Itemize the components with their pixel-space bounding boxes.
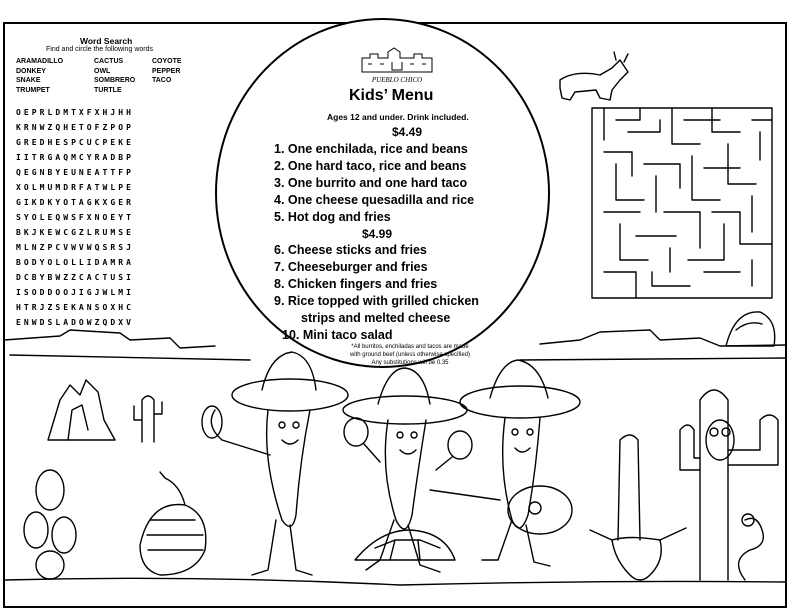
menu-item: 6. Cheese sticks and fries [274, 243, 427, 257]
word-item: DONKEY [16, 67, 46, 75]
grid-row: BODYOLOLLIDAMRA [16, 258, 134, 267]
menu-item-continued: strips and melted cheese [301, 311, 451, 325]
word-item: TRUMPET [16, 86, 50, 94]
word-item: OWL [94, 67, 111, 75]
pepper-character [385, 420, 426, 529]
word-item: COYOTE [152, 58, 182, 65]
fine-print-line: with ground beef (unless otherwise specified) [349, 352, 471, 358]
word-item: CACTUS [94, 58, 124, 65]
maraca [448, 431, 472, 459]
price-tier-1: $4.49 [392, 125, 423, 139]
grid-row: IITRGAQMCYRADBP [16, 153, 134, 162]
maraca [344, 418, 368, 446]
grid-row: HTRJZSEKANSOXHC [16, 303, 134, 312]
turtle [355, 530, 455, 560]
grid-row: ISODDOOJIGJWLMI [16, 288, 134, 297]
mesa-outline [540, 330, 786, 346]
rock-formation [48, 380, 115, 440]
pepper-character [267, 410, 310, 526]
restaurant-logo [358, 44, 436, 90]
menu-item: 4. One cheese quesadilla and rice [274, 193, 475, 207]
grid-row: XOLMUMDRFATWLPE [16, 183, 134, 192]
word-item: ARAMADILLO [16, 58, 64, 65]
snake [739, 518, 764, 580]
grid-row: OEPRLDMTXFXHJHH [16, 108, 134, 117]
menu-item: 9. Rice topped with grilled chicken [274, 294, 479, 308]
guitar [430, 490, 500, 500]
owl [706, 420, 734, 460]
word-search-instructions: Find and circle the following words [46, 46, 153, 53]
donkey [560, 60, 628, 100]
sombrero [232, 379, 348, 411]
grid-row: QEGNBYEUNEATTFP [16, 168, 134, 177]
grid-row: GIKDKYOTAGKXGER [16, 198, 134, 207]
menu-item: 10. Mini taco salad [282, 328, 393, 342]
menu-item: 1. One enchilada, rice and beans [274, 142, 468, 156]
grid-row: MLNZPCVWVWQSRSJ [16, 243, 134, 252]
prickly-pear [36, 470, 64, 510]
taco [726, 312, 775, 346]
grid-row: GREDHESPCUCPEKE [16, 138, 134, 147]
grid-row: BKJKEWCGZLRUMSE [16, 228, 134, 237]
price-tier-2: $4.99 [362, 227, 393, 241]
menu-item: 3. One burrito and one hard taco [274, 176, 468, 190]
armadillo [140, 505, 206, 576]
steer-skull [612, 538, 661, 581]
fine-print-line: Any substitutions will be 0.35 [371, 360, 449, 366]
fine-print-line: *All burritos, enchiladas and tacos are made [351, 344, 469, 350]
grid-row: KRNWZQHETOFZPOP [16, 123, 134, 132]
maze [592, 108, 772, 298]
sombrero [460, 386, 580, 418]
word-item: SOMBRERO [94, 77, 136, 84]
menu-title: Kids’ Menu [349, 87, 434, 104]
menu-item: 2. One hard taco, rice and beans [274, 159, 467, 173]
logo-text: PUEBLO CHICO [371, 76, 423, 84]
saguaro-cactus [700, 390, 728, 580]
menu-item: 8. Chicken fingers and fries [274, 277, 438, 291]
menu-subtitle: Ages 12 and under. Drink included. [327, 112, 469, 122]
cactus-small [134, 396, 162, 442]
grid-row: ENWDSLADOWZQDXV [16, 318, 134, 327]
word-item: SNAKE [16, 77, 41, 84]
word-item: TACO [152, 77, 172, 84]
menu-item: 5. Hot dog and fries [274, 210, 391, 224]
menu-item: 7. Cheeseburger and fries [274, 260, 428, 274]
word-search-title: Word Search [80, 36, 133, 46]
grid-row: SYOLEQWSFXNOEYT [16, 213, 134, 222]
grid-row: DCBYBWZZCACTUSI [16, 273, 134, 282]
word-item: TURTLE [94, 86, 122, 94]
mesa-outline [4, 330, 215, 348]
word-item: PEPPER [152, 67, 181, 75]
fine-print [330, 343, 490, 367]
